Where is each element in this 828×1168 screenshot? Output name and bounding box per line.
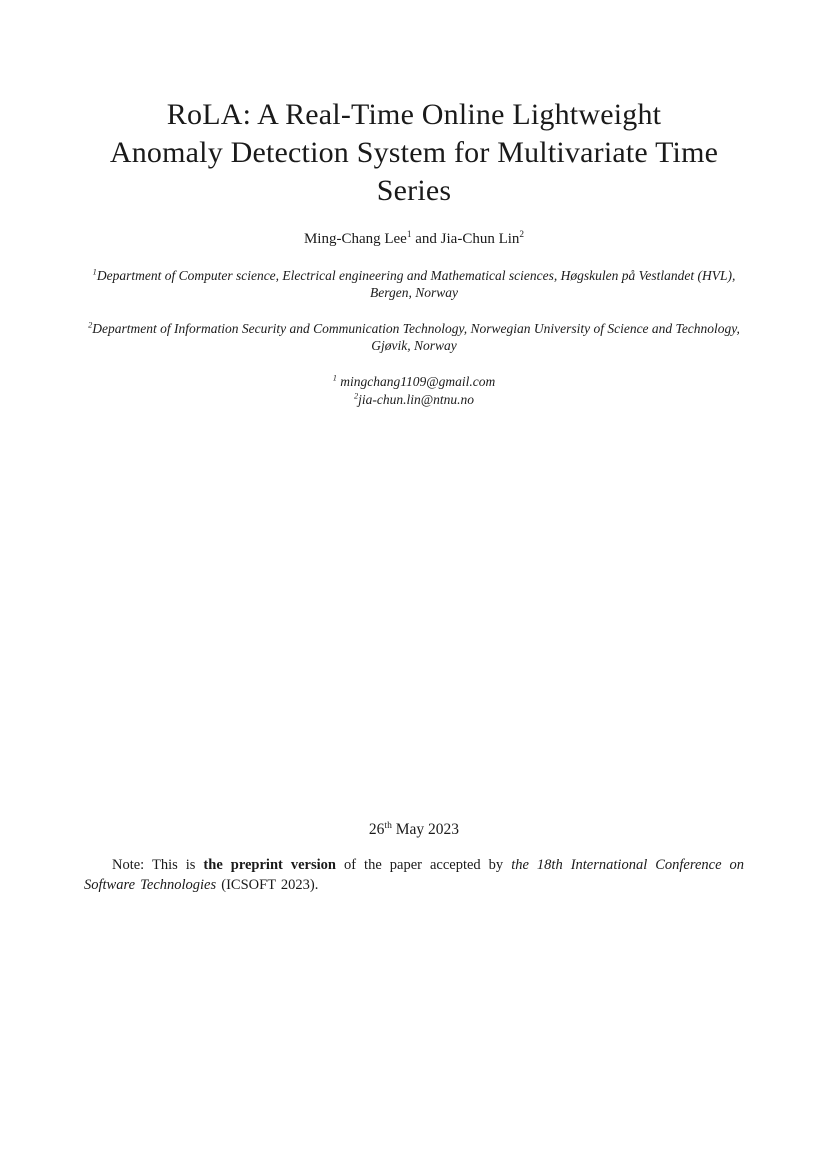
author-2-name: Jia-Chun Lin: [440, 231, 520, 247]
preprint-note: [84, 855, 744, 895]
email-author-2: [84, 391, 744, 409]
email-2-address: jia-chun.lin@ntnu.no: [358, 392, 475, 407]
date-rest: May 2023: [391, 821, 460, 838]
note-text-1: Note: This is: [112, 857, 204, 873]
note-conference-name-italic: the 18th International Conference on Software Technologies: [84, 857, 745, 893]
affiliation-2-text: Department of Information Security and Communication Technology, Norwegian University of Science and Technology, Gjøvik, Norway: [92, 321, 740, 353]
affiliation-2-mark: 2: [88, 320, 93, 330]
date-ordinal: th: [384, 819, 392, 831]
publication-date: [84, 821, 744, 839]
affiliation-1: [84, 267, 744, 301]
emails-block: [84, 373, 744, 409]
email-author-1: [84, 373, 744, 391]
date-day: 26: [368, 821, 385, 838]
email-2-mark: 2: [353, 391, 359, 401]
email-1-address: mingchang1109@gmail.com: [336, 374, 496, 389]
affiliation-1-text: Department of Computer science, Electrical engineering and Mathematical sciences, Høgskulen på Vestlandet (HVL), Bergen, Norway: [96, 268, 736, 300]
affiliation-1-mark: 1: [92, 267, 97, 277]
affiliation-2: [84, 320, 744, 354]
note-text-2: of the paper accepted by: [335, 857, 512, 873]
note-text-3: (ICSOFT 2023).: [216, 877, 319, 893]
paper-page: [0, 96, 828, 1168]
email-1-mark: 1: [332, 373, 337, 383]
paper-title: RoLA: A Real-Time Online Lightweight Anomaly Detection System for Multivariate Time Series: [109, 98, 719, 207]
author-1-affiliation-mark: 1: [406, 230, 412, 240]
authors-separator: and: [411, 231, 441, 247]
authors-line: [84, 231, 744, 248]
author-2-affiliation-mark: 2: [519, 230, 525, 240]
note-preprint-version-bold: the preprint version: [203, 857, 336, 873]
author-1-name: Ming-Chang Lee: [303, 231, 407, 247]
